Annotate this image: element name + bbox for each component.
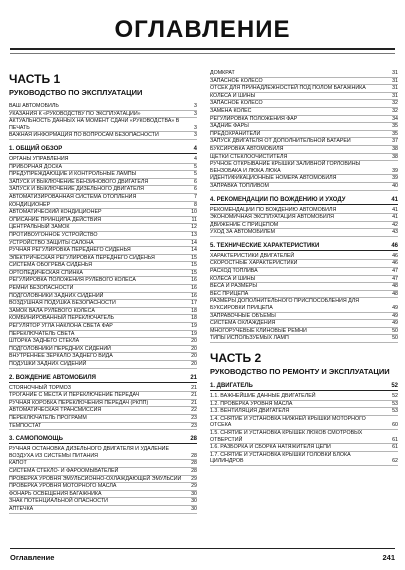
entry-page: 40: [392, 182, 398, 189]
entry-page: 53: [392, 400, 398, 407]
entry-title: 1.4. СНЯТИЕ И УСТАНОВКА НИЖНЕЙ КРЫШКИ МОТОРНОГО ОТСЕКА: [210, 415, 366, 429]
entry-title: 1.6. РАЗБОРКА И СБОРКА НАТЯЖИТЕЛЯ ЦЕПИ: [210, 444, 331, 451]
toc-entry[interactable]: [210, 260, 398, 268]
toc-entry[interactable]: [210, 452, 398, 466]
entry-page: 31: [392, 85, 398, 92]
toc-entry[interactable]: [210, 138, 398, 146]
entry-page: 46: [391, 242, 398, 249]
section-title: 2. ВОЖДЕНИЕ АВТОМОБИЛЯ: [9, 374, 96, 381]
entry-page: 49: [392, 320, 398, 327]
toc-entry[interactable]: [210, 116, 398, 124]
toc-entry[interactable]: [9, 293, 197, 301]
entry-page: 38: [392, 145, 398, 152]
entry-title: ТРОГАНИЕ С МЕСТА И ПЕРЕКЛЮЧЕНИЕ ПЕРЕДАЧ: [9, 392, 140, 399]
entry-title: СТОЯНОЧНЫЙ ТОРМОЗ: [9, 384, 71, 391]
toc-entry[interactable]: [9, 277, 197, 285]
entry-title: АВТОМАТИЧЕСКАЯ ТРАНСМИССИЯ: [9, 407, 102, 414]
toc-entry[interactable]: [210, 393, 398, 401]
entry-page: 21: [191, 384, 197, 391]
toc-entry[interactable]: [9, 179, 197, 187]
entry-title: ЗАПРАВКА ТОПЛИВОМ: [210, 182, 269, 189]
entry-title: ЗНАК ПОТЕНЦИАЛЬНОЙ ОПАСНОСТИ: [9, 498, 108, 505]
toc-entry[interactable]: [9, 361, 197, 369]
toc-entry[interactable]: [210, 214, 398, 222]
toc-entry[interactable]: [210, 70, 398, 78]
entry-title: ЭЛЕКТРИЧЕСКАЯ РЕГУЛИРОВКА ПЕРЕДНЕГО СИДЕНЬЯ: [9, 254, 155, 261]
right-column: [210, 70, 398, 466]
entry-title: СИСТЕМА СТЕКЛО- И ФАРООМЫВАТЕЛЕЙ: [9, 467, 119, 474]
entry-page: 41: [392, 206, 398, 213]
entry-page: 4: [193, 145, 197, 152]
entry-title: 1.2. ПРОВЕРКА УРОВНЯ МАСЛА: [210, 400, 293, 407]
entry-title: ЗАПУСК ДВИГАТЕЛЯ ОТ ДОПОЛНИТЕЛЬНОЙ БАТАРЕИ: [210, 138, 351, 145]
entry-page: 39: [392, 167, 398, 174]
entry-page: 49: [392, 312, 398, 319]
entry-title: 1.7. СНЯТИЕ И УСТАНОВКА КРЫШКИ ГОЛОВКИ БЛОКА ЦИЛИНДРОВ: [210, 451, 351, 465]
entry-page: 21: [191, 392, 197, 399]
section-title: 1. ДВИГАТЕЛЬ: [210, 383, 253, 389]
part-title: ЧАСТЬ 2: [210, 351, 262, 365]
entry-page: 28: [191, 452, 197, 459]
entry-page: 13: [191, 231, 197, 238]
entry-page: 10: [191, 209, 197, 216]
toc-entry[interactable]: [9, 483, 197, 491]
entry-page: 29: [191, 483, 197, 490]
entry-title: СКОРОСТНЫЕ ХАРАКТЕРИСТИКИ: [210, 260, 298, 267]
entry-page: 16: [191, 285, 197, 292]
entry-page: 28: [190, 436, 197, 443]
entry-page: 19: [191, 330, 197, 337]
entry-title: 1.3. ВЕНТИЛЯЦИЯ ДВИГАТЕЛЯ: [210, 408, 290, 415]
toc-entry[interactable]: [9, 118, 197, 132]
entry-title: ВЕСА И РАЗМЕРЫ: [210, 283, 258, 290]
entry-page: 28: [191, 460, 197, 467]
toc-entry[interactable]: [210, 93, 398, 101]
entry-page: 22: [191, 407, 197, 414]
entry-title: РАЗМЕРЫ ДОПОЛНИТЕЛЬНОГО ПРИСПОСОБЛЕНИЯ ДЛЯ БУКСИРОВКИ ПРИЦЕПА: [210, 298, 360, 312]
entry-page: 37: [392, 138, 398, 145]
entry-title: МНОГОРУЧЕВЫЕ КЛИНОВЫЕ РЕМНИ: [210, 327, 307, 334]
toc-entry[interactable]: [9, 506, 197, 514]
entry-page: 61: [392, 444, 398, 451]
toc-entry[interactable]: [9, 407, 197, 415]
entry-page: 48: [392, 283, 398, 290]
entry-title: УСТРОЙСТВО ЗАЩИТЫ САЛОНА: [9, 239, 94, 246]
entry-page: 18: [191, 315, 197, 322]
toc-entry[interactable]: [9, 209, 197, 217]
entry-page: 46: [392, 260, 398, 267]
toc-entry[interactable]: [210, 183, 398, 191]
entry-title: ХАРАКТЕРИСТИКИ ДВИГАТЕЛЕЙ: [210, 252, 295, 259]
entry-title: АВТОМАТИЧЕСКИЙ КОНДИЦИОНЕР: [9, 209, 102, 216]
toc-entry[interactable]: [210, 175, 398, 183]
part-subtitle: РУКОВОДСТВО ПО РЕМОНТУ И ЭКСПЛУАТАЦИИ: [210, 367, 390, 376]
entry-title: ОПИСАНИЕ ПРИНЦИПА ДЕЙСТВИЯ: [9, 216, 102, 223]
toc-entry[interactable]: [9, 232, 197, 240]
section-heading[interactable]: [210, 242, 398, 251]
toc-entry[interactable]: [210, 328, 398, 336]
page-title: ОГЛАВЛЕНИЕ: [114, 16, 291, 43]
entry-title: ПРИБОРНАЯ ДОСКА: [9, 163, 63, 170]
toc-entry[interactable]: [210, 108, 398, 116]
entry-page: 12: [191, 224, 197, 231]
entry-title: ЗАПАСНОЕ КОЛЕСО: [210, 100, 263, 107]
toc-entry[interactable]: [210, 335, 398, 343]
entry-title: 1.1. ВАЖНЕЙШИЕ ДАННЫЕ ДВИГАТЕЛЕЙ: [210, 393, 316, 399]
entry-page: 21: [190, 374, 197, 381]
toc-entry[interactable]: [210, 430, 398, 444]
toc-entry[interactable]: [9, 300, 197, 308]
entry-page: 5: [194, 163, 197, 170]
entry-title: РУЧНАЯ КОРОБКА ПЕРЕКЛЮЧЕНИЯ ПЕРЕДАЧ (РКПП): [9, 399, 149, 406]
entry-page: 62: [392, 458, 398, 465]
entry-title: ЗАМЕНА КОЛЕС: [210, 107, 252, 114]
entry-page: 20: [191, 338, 197, 345]
entry-title: АВТОМАТИЗИРОВАННАЯ СИСТЕМА ОТОПЛЕНИЯ: [9, 193, 137, 200]
entry-page: 15: [191, 254, 197, 261]
entry-page: 15: [191, 269, 197, 276]
left-column: [9, 70, 197, 514]
entry-page: 20: [191, 345, 197, 352]
title-rule-thin: [10, 53, 395, 54]
toc-entry[interactable]: [210, 320, 398, 328]
entry-title: КОНДИЦИОНЕР: [9, 201, 51, 208]
entry-page: 35: [392, 123, 398, 130]
entry-title: БУКСИРОВКА АВТОМОБИЛЯ: [210, 145, 284, 152]
toc-entry[interactable]: [9, 460, 197, 468]
entry-title: ЩЕТКИ СТЕКЛООЧИСТИТЕЛЯ: [210, 153, 288, 160]
entry-page: 32: [392, 107, 398, 114]
entry-title: ПРЕДОХРАНИТЕЛИ: [210, 130, 261, 137]
entry-page: 50: [392, 327, 398, 334]
footer-label: Оглавление: [10, 553, 55, 562]
entry-title: ВНУТРЕННЕЕ ЗЕРКАЛО ЗАДНЕГО ВИДА: [9, 353, 113, 360]
entry-page: 52: [392, 393, 398, 399]
toc-entry[interactable]: [9, 240, 197, 248]
entry-title: РАСХОД ТОПЛИВА: [210, 268, 258, 275]
entry-page: 31: [392, 77, 398, 84]
entry-page: 5: [194, 171, 197, 178]
entry-title: ЗАПАСНОЕ КОЛЕСО: [210, 77, 263, 84]
entry-page: 3: [194, 124, 197, 131]
entry-page: 42: [392, 221, 398, 228]
entry-title: ВЕС ПРИЦЕПА: [210, 290, 249, 297]
toc-entry[interactable]: [210, 123, 398, 131]
entry-title: РЕМНИ БЕЗОПАСНОСТИ: [9, 285, 74, 292]
page-footer: [10, 548, 395, 562]
toc-entry[interactable]: [9, 323, 197, 331]
entry-title: РУЧНОЕ ОТКРЫВАНИЕ КРЫШКИ ЗАЛИВНОЙ ГОРЛОВИНЫ БЕНЗОБАКА И ЛЮКА ЛЮКА: [210, 161, 361, 174]
entry-page: 29: [191, 475, 197, 482]
entry-page: 60: [392, 422, 398, 429]
entry-page: 31: [392, 92, 398, 99]
entry-page: 50: [392, 335, 398, 342]
entry-title: УХОД ЗА АВТОМОБИЛЕМ: [210, 229, 276, 236]
entry-title: АПТЕЧКА: [9, 505, 34, 512]
entry-title: ЗАПУСК И ВЫКЛЮЧЕНИЕ ДИЗЕЛЬНОГО ДВИГАТЕЛЯ: [9, 186, 144, 193]
entry-title: ОРТОПЕДИЧЕСКАЯ СПИНКА: [9, 269, 83, 276]
entry-page: 3: [194, 132, 197, 139]
entry-page: 19: [191, 323, 197, 330]
toc-entry[interactable]: [9, 270, 197, 278]
entry-page: 38: [392, 153, 398, 160]
entry-page: 30: [191, 505, 197, 512]
entry-page: 20: [191, 361, 197, 367]
entry-page: 34: [392, 115, 398, 122]
toc-entry[interactable]: [9, 468, 197, 476]
toc-entry[interactable]: [210, 161, 398, 175]
entry-page: 31: [392, 70, 398, 76]
toc-entry[interactable]: [9, 285, 197, 293]
section-title: 5. ТЕХНИЧЕСКИЕ ХАРАКТЕРИСТИКИ: [210, 242, 320, 249]
entry-page: 3: [194, 110, 197, 117]
entry-title: ПОДГОЛОВНИКИ ЗАДНИХ СИДЕНИЙ: [9, 292, 104, 299]
entry-page: 14: [191, 247, 197, 254]
toc-entry[interactable]: [210, 444, 398, 452]
toc-entry[interactable]: [9, 392, 197, 400]
toc-entry[interactable]: [210, 313, 398, 321]
entry-title: ФОНАРЬ ОСВЕЩЕНИЯ БАГАЖНИКА: [9, 490, 102, 497]
entry-page: 39: [392, 175, 398, 182]
entry-title: ШТОРКА ЗАДНЕГО СТЕКЛА: [9, 338, 80, 345]
entry-title: ВОЗДУШНАЯ ПОДУШКА БЕЗОПАСНОСТИ: [9, 300, 116, 307]
entry-page: 49: [392, 305, 398, 312]
toc-entry[interactable]: [9, 194, 197, 202]
toc-entry[interactable]: [9, 224, 197, 232]
toc-entry[interactable]: [210, 146, 398, 154]
entry-page: 28: [191, 467, 197, 474]
entry-title: ЗАДНИЕ ФАРЫ: [210, 123, 249, 130]
entry-page: 11: [191, 216, 197, 223]
toc-entry[interactable]: [9, 446, 197, 460]
entry-title: ДОМКРАТ: [210, 70, 235, 76]
page-number: 241: [382, 553, 395, 562]
section-heading[interactable]: [210, 196, 398, 205]
toc-entry[interactable]: [210, 291, 398, 299]
toc-entry[interactable]: [9, 423, 197, 431]
entry-title: ДВИЖЕНИЕ С ПРИЦЕПОМ: [210, 221, 279, 228]
toc-entry[interactable]: [210, 222, 398, 230]
entry-page: 15: [191, 262, 197, 269]
section-heading[interactable]: [9, 435, 197, 444]
entry-title: ПЕРЕКЛЮЧАТЕЛЬ ПРОГРАММ: [9, 414, 87, 421]
entry-page: 61: [392, 436, 398, 443]
entry-page: 23: [191, 422, 197, 429]
entry-title: КАПОТ: [9, 460, 27, 467]
entry-title: ПРОВЕРКА УРОВНЯ МОТОРНОГО МАСЛА: [9, 483, 117, 490]
toc-entry[interactable]: [9, 111, 197, 119]
section-title: 4. РЕКОМЕНДАЦИИ ПО ВОЖДЕНИЮ И УХОДУ: [210, 196, 346, 203]
toc-entry[interactable]: [210, 276, 398, 284]
entry-title: ПОДГОЛОВНИКИ ПЕРЕДНИХ СИДЕНИЙ: [9, 345, 111, 352]
entry-title: ПРОВЕРКА УРОВНЯ ЭМУЛЬСИОННО-ОХЛАЖДАЮЩЕЙ ЭМУЛЬСИИ: [9, 475, 182, 482]
entry-title: ОТСЕК ДЛЯ ПРИНАДЛЕЖНОСТЕЙ ПОД ПОЛОМ БАГАЖНИКА: [210, 85, 366, 92]
toc-entry[interactable]: [210, 298, 398, 312]
entry-title: ВАЖНАЯ ИНФОРМАЦИЯ ПО ВОПРОСАМ БЕЗОПАСНОСТИ: [9, 132, 159, 139]
toc-entry[interactable]: [9, 164, 197, 172]
toc-entry[interactable]: [9, 346, 197, 354]
entry-title: ОРГАНЫ УПРАВЛЕНИЯ: [9, 155, 69, 162]
part-subtitle: РУКОВОДСТВО ПО ЭКСПЛУАТАЦИИ: [9, 88, 143, 97]
toc-entry[interactable]: [210, 408, 398, 416]
entry-title: ВАШ АВТОМОБИЛЬ: [9, 103, 59, 109]
toc-entry[interactable]: [9, 400, 197, 408]
toc-entry[interactable]: [9, 156, 197, 164]
entry-title: ПЕРЕКЛЮЧАТЕЛЬ СВЕТА: [9, 330, 75, 337]
entry-title: ИДЕНТИФИКАЦИОННЫЕ НОМЕРА АВТОМОБИЛЯ: [210, 175, 337, 182]
entry-title: СИСТЕМА ОХЛАЖДЕНИЯ: [210, 320, 276, 327]
entry-page: 17: [191, 300, 197, 307]
entry-page: 43: [392, 229, 398, 236]
entry-title: КОЛЕСА И ШИНЫ: [210, 275, 256, 282]
toc-entry[interactable]: [210, 85, 398, 93]
entry-page: 20: [191, 353, 197, 360]
entry-title: ПРЕДУПРЕЖДАЮЩИЕ И КОНТРОЛЬНЫЕ ЛАМПЫ: [9, 171, 137, 178]
toc-entry[interactable]: [210, 154, 398, 162]
toc-entry[interactable]: [9, 186, 197, 194]
toc-entry[interactable]: [9, 255, 197, 263]
header: [10, 6, 395, 54]
entry-title: РУЧНАЯ ОСТАНОВКА ДИЗЕЛЬНОГО ДВИГАТЕЛЯ И УДАЛЕНИЕ ВОЗДУХА ИЗ СИСТЕМЫ ПИТАНИЯ: [9, 446, 170, 459]
entry-title: РЕКОМЕНДАЦИИ ПО ВОЖДЕНИЮ АВТОМОБИЛЯ: [210, 206, 337, 213]
toc-entry[interactable]: [210, 207, 398, 215]
entry-title: ТИПЫ ИСПОЛЬЗУЕМЫХ ЛАМП: [210, 335, 289, 342]
entry-page: 52: [391, 383, 398, 389]
spacer: [210, 343, 398, 349]
section-title: 1. ОБЩИЙ ОБЗОР: [9, 145, 63, 152]
entry-page: 46: [392, 252, 398, 259]
entry-page: 47: [392, 268, 398, 275]
toc-entry[interactable]: [9, 262, 197, 270]
toc-entry[interactable]: [9, 103, 197, 111]
entry-page: 16: [191, 277, 197, 284]
entry-page: 41: [392, 214, 398, 221]
toc-entry[interactable]: [210, 229, 398, 237]
entry-title: ЗАПУСК И ВЫКЛЮЧЕНИЕ БЕНЗИНОВОГО ДВИГАТЕЛЯ: [9, 178, 149, 185]
entry-title: КОМБИНИРОВАННЫЙ ПЕРЕКЛЮЧАТЕЛЬ: [9, 315, 115, 322]
entry-page: 23: [191, 414, 197, 421]
toc-entry[interactable]: [9, 338, 197, 346]
entry-page: 48: [392, 290, 398, 297]
entry-page: 14: [191, 239, 197, 246]
toc-entry[interactable]: [9, 476, 197, 484]
section-heading[interactable]: [9, 374, 197, 383]
entry-page: 16: [191, 292, 197, 299]
toc-entry[interactable]: [9, 202, 197, 210]
entry-title: АКТУАЛЬНОСТЬ ДАННЫХ НА МОМЕНТ СДАЧИ «РУКОВОДСТВА» В ПЕЧАТЬ: [9, 118, 180, 131]
entry-title: ТЕМПОСТАТ: [9, 422, 42, 429]
entry-page: 7: [194, 193, 197, 200]
entry-page: 30: [191, 498, 197, 505]
toc-entry[interactable]: [9, 171, 197, 179]
entry-title: СИСТЕМА ОБОГРЕВА СИДЕНЬЯ: [9, 262, 93, 269]
toc-entry[interactable]: [210, 268, 398, 276]
entry-page: 32: [392, 100, 398, 107]
entry-title: РЕГУЛИРОВКА ПОЛОЖЕНИЯ ФАР: [210, 115, 298, 122]
toc-entry[interactable]: [210, 253, 398, 261]
entry-title: РУЧНАЯ РЕГУЛИРОВКА ПЕРЕДНЕГО СИДЕНЬЯ: [9, 247, 131, 254]
toc-entry[interactable]: [9, 132, 197, 140]
toc-entry[interactable]: [9, 353, 197, 361]
title-rule: [10, 48, 395, 50]
entry-title: ЗАМОК ВАЛА РУЛЕВОГО КОЛЕСА: [9, 307, 95, 314]
entry-title: ЦЕНТРАЛЬНЫЙ ЗАМОК: [9, 224, 70, 231]
section-heading[interactable]: [9, 145, 197, 154]
toc-entry[interactable]: [210, 100, 398, 108]
toc-entry[interactable]: [210, 416, 398, 430]
toc-entry[interactable]: [210, 283, 398, 291]
section-title: 3. САМОПОМОЩЬ: [9, 436, 63, 443]
entry-page: 18: [191, 307, 197, 314]
toc-entry[interactable]: [9, 315, 197, 323]
toc-entry[interactable]: [9, 498, 197, 506]
entry-title: УКАЗАНИЯ К «РУКОВОДСТВУ ПО ЭКСПЛУАТАЦИИ»: [9, 110, 141, 117]
entry-page: 30: [191, 490, 197, 497]
entry-title: РЕГУЛЯТОР УГЛА НАКЛОНА СВЕТА ФАР: [9, 323, 113, 330]
entry-page: 47: [392, 275, 398, 282]
entry-title: ПРОТИВОУГОННОЕ УСТРОЙСТВО: [9, 231, 98, 238]
entry-title: КОЛЕСА И ШИНЫ: [210, 92, 256, 99]
toc-entry[interactable]: [210, 401, 398, 409]
entry-title: ЗАПРАВОЧНЫЕ ОБЪЕМЫ: [210, 312, 276, 319]
entry-page: 8: [194, 201, 197, 208]
entry-page: 35: [392, 130, 398, 137]
entry-page: 6: [194, 178, 197, 185]
toc-entry[interactable]: [9, 385, 197, 393]
entry-page: 41: [391, 196, 398, 203]
entry-page: 6: [194, 186, 197, 193]
entry-title: 1.5. СНЯТИЕ И УСТАНОВКА КРЫШЕК ЛЮКОВ СМОТРОВЫХ ОТВЕРСТИЙ: [210, 429, 363, 443]
entry-page: 21: [191, 399, 197, 406]
toc-entry[interactable]: [9, 415, 197, 423]
entry-title: РЕГУЛИРОВКА ПОЛОЖЕНИЯ РУЛЕВОГО КОЛЕСА: [9, 277, 136, 284]
toc-entry[interactable]: [9, 331, 197, 339]
entry-page: 4: [194, 155, 197, 162]
toc-entry[interactable]: [9, 247, 197, 255]
entry-page: 53: [392, 408, 398, 415]
entry-title: ПОДУШКИ ЗАДНИХ СИДЕНИЙ: [9, 361, 87, 367]
entry-title: ЭКОНОМИЧНАЯ ЭКСПЛУАТАЦИЯ АВТОМОБИЛЯ: [210, 214, 334, 221]
section-heading[interactable]: [210, 382, 398, 391]
part-title: ЧАСТЬ 1: [9, 72, 61, 86]
entry-page: 3: [194, 103, 197, 109]
